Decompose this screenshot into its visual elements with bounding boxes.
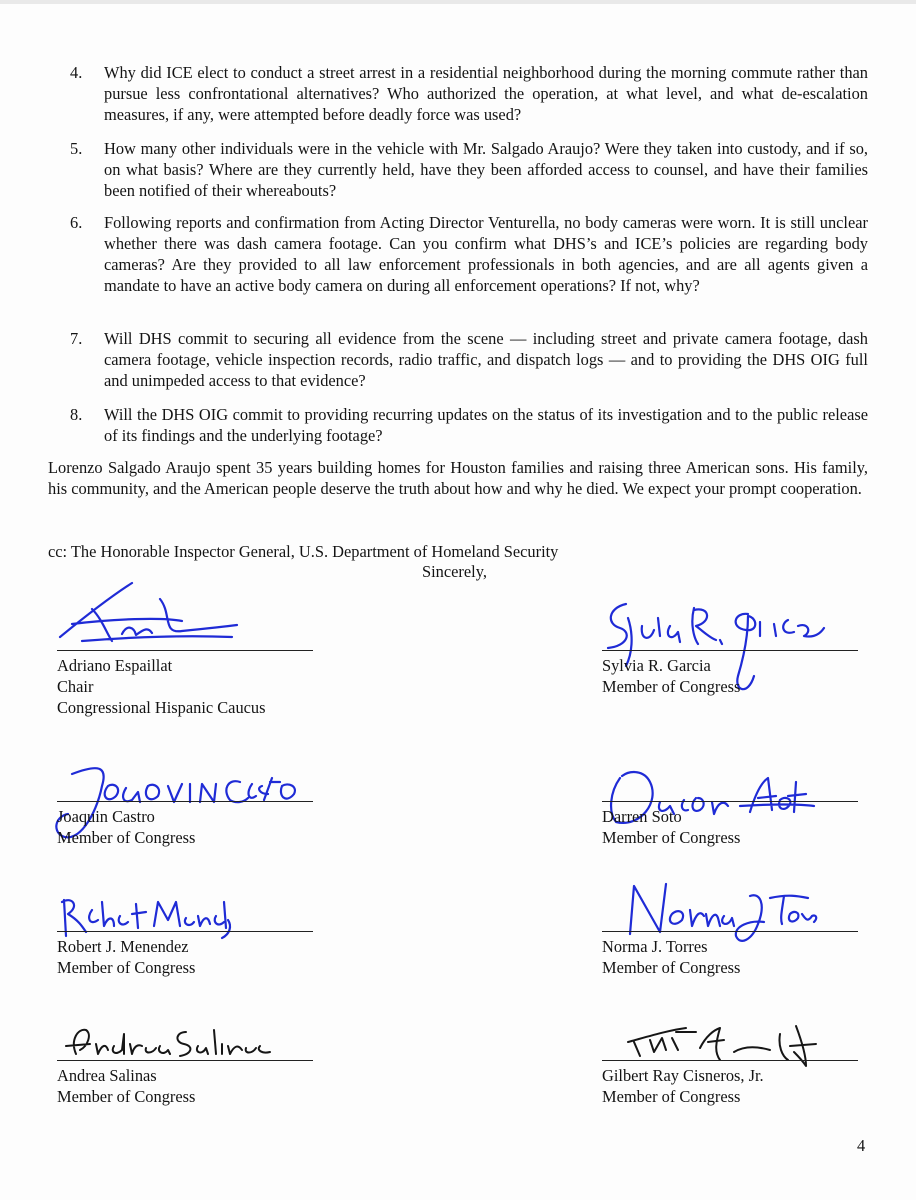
cc-line: cc: The Honorable Inspector General, U.S. Department of Homeland Security bbox=[48, 542, 559, 561]
signatory-name: Norma J. Torres bbox=[602, 937, 708, 956]
signature-line bbox=[57, 1060, 313, 1061]
signature-line bbox=[602, 1060, 858, 1061]
signatory-name: Sylvia R. Garcia bbox=[602, 656, 711, 675]
signatory-title: Chair bbox=[57, 677, 94, 696]
page-number: 4 bbox=[857, 1136, 866, 1155]
signatory-title: Member of Congress bbox=[602, 1087, 741, 1106]
signatory-block bbox=[602, 1065, 764, 1107]
signatory-block bbox=[602, 655, 740, 697]
signatory-title: Member of Congress bbox=[57, 958, 196, 977]
signatory-block bbox=[602, 936, 740, 978]
signatory-name: Adriano Espaillat bbox=[57, 656, 173, 675]
signatory-title: Member of Congress bbox=[602, 958, 741, 977]
signature-line bbox=[602, 650, 858, 651]
signatory-block bbox=[57, 655, 266, 718]
question-text: Why did ICE elect to conduct a street arrest in a residential neighborhood during the morning commute rather than pursue less confrontational alternatives? Who authorized the operation, at what level, and what de-escalation measures, if any, were attempted before deadly force was used? bbox=[104, 63, 868, 124]
closing-paragraph: Lorenzo Salgado Araujo spent 35 years building homes for Houston families and raising three American sons. His family, his community, and the American people deserve the truth about how and why he died. We expect your prompt cooperation. bbox=[48, 458, 868, 498]
signatory-block bbox=[602, 806, 740, 848]
signature-line bbox=[602, 801, 858, 802]
question-number: 5. bbox=[70, 139, 83, 158]
signature-line bbox=[602, 931, 858, 932]
question-text: Following reports and confirmation from Acting Director Venturella, no body cameras were worn. It is still unclear whether there was dash camera footage. Can you confirm what DHS’s and ICE’s policies are regarding body cameras? Are they provided to all law enforcement professionals in both agencies, and are all agents given a mandate to have an active body camera on during all enforcement operations? If not, why? bbox=[104, 213, 868, 295]
question-text: Will the DHS OIG commit to providing recurring updates on the status of its investigation and to the public release of its findings and the underlying footage? bbox=[104, 405, 868, 445]
sign-off: Sincerely, bbox=[422, 562, 487, 581]
question-number: 6. bbox=[70, 213, 83, 232]
signatory-org: Congressional Hispanic Caucus bbox=[57, 698, 266, 717]
signature-cisneros bbox=[620, 1016, 830, 1071]
signatory-name: Darren Soto bbox=[602, 807, 682, 826]
signatory-name: Robert J. Menendez bbox=[57, 937, 189, 956]
signatory-title: Member of Congress bbox=[602, 677, 741, 696]
question-text: How many other individuals were in the vehicle with Mr. Salgado Araujo? Were they taken into custody, and if so, on what basis? Where are they currently held, have they been afforded access to counsel, and have their families been notified of their whereabouts? bbox=[104, 139, 868, 200]
signatory-block bbox=[57, 806, 195, 848]
signatory-name: Andrea Salinas bbox=[57, 1066, 157, 1085]
signature-menendez bbox=[52, 892, 232, 942]
question-number: 7. bbox=[70, 329, 83, 348]
question-text: Will DHS commit to securing all evidence from the scene — including street and private camera footage, dash camera footage, vehicle inspection records, radio traffic, and dispatch logs — and to providing the DHS OIG full and unimpeded access to that evidence? bbox=[104, 329, 868, 390]
signature-line bbox=[57, 931, 313, 932]
letter-page bbox=[0, 4, 916, 1200]
signature-espaillat bbox=[52, 579, 252, 649]
signatory-title: Member of Congress bbox=[57, 828, 196, 847]
signature-line bbox=[57, 801, 313, 802]
signatory-name: Gilbert Ray Cisneros, Jr. bbox=[602, 1066, 764, 1085]
signatory-name: Joaquin Castro bbox=[57, 807, 155, 826]
question-number: 8. bbox=[70, 405, 83, 424]
question-number: 4. bbox=[70, 63, 83, 82]
signatory-block bbox=[57, 1065, 195, 1107]
signatory-block bbox=[57, 936, 195, 978]
signature-line bbox=[57, 650, 313, 651]
signatory-title: Member of Congress bbox=[602, 828, 741, 847]
signatory-title: Member of Congress bbox=[57, 1087, 196, 1106]
signature-salinas bbox=[56, 1020, 276, 1065]
